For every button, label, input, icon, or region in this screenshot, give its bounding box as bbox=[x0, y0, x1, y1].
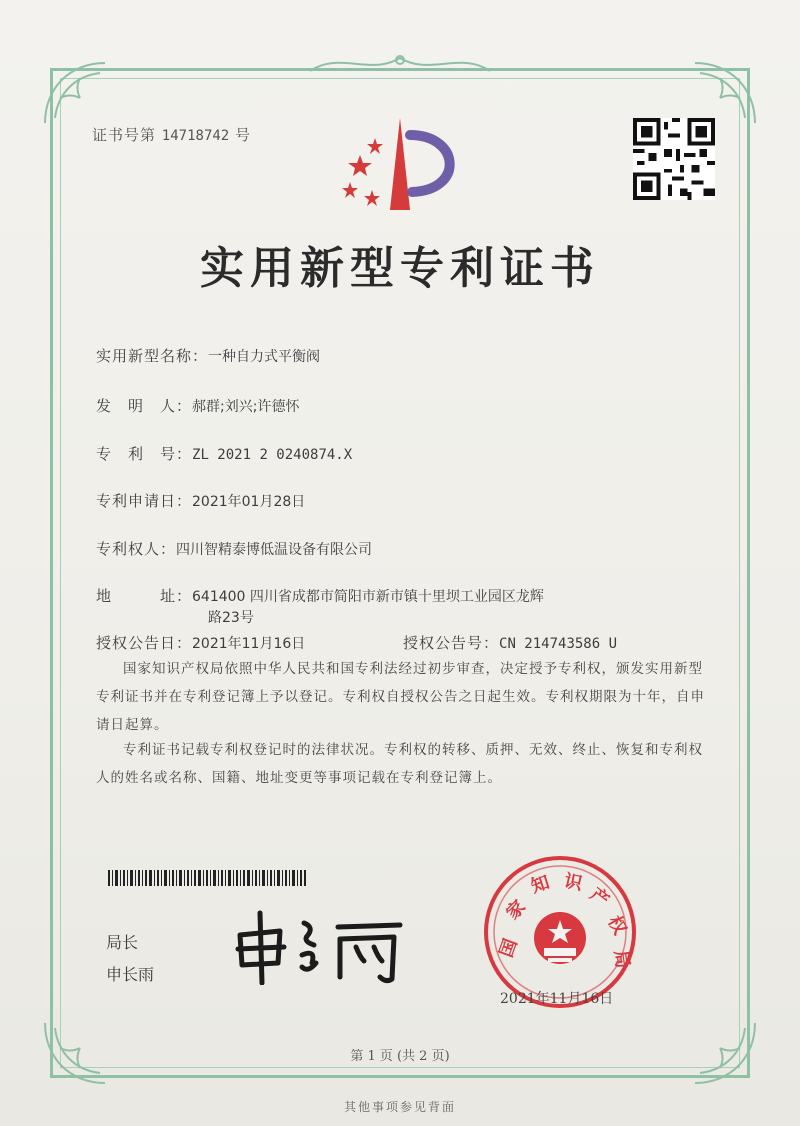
field-label: 授权公告日： bbox=[96, 634, 193, 652]
svg-text:国: 国 bbox=[495, 936, 522, 961]
seal-date: 2021年11月16日 bbox=[500, 991, 614, 1007]
field-address-line2 bbox=[208, 607, 254, 627]
certificate-number-value: 14718742 bbox=[161, 128, 230, 144]
field-patentee bbox=[96, 538, 372, 559]
field-grant-number bbox=[403, 632, 617, 653]
svg-text:家: 家 bbox=[502, 896, 530, 924]
field-filing-date bbox=[96, 490, 305, 511]
field-value: 郝群;刘兴;许德怀 bbox=[192, 399, 300, 415]
field-value: 一种自力式平衡阀 bbox=[208, 349, 321, 365]
field-value: 641400 四川省成都市简阳市新市镇十里坝工业园区龙辉 bbox=[192, 589, 544, 605]
field-label: 发 明 人： bbox=[96, 397, 193, 415]
certificate-title: 实用新型专利证书 bbox=[200, 243, 600, 294]
field-grant-date bbox=[96, 632, 305, 653]
cnipa-logo-icon bbox=[330, 110, 470, 220]
field-value: 路23号 bbox=[208, 610, 254, 626]
top-center-ornament bbox=[300, 46, 500, 80]
field-label: 专利权人： bbox=[96, 540, 177, 558]
field-utility-model-name bbox=[96, 345, 320, 366]
statement-paragraph-2: 专利证书记载专利权登记时的法律状况。专利权的转移、质押、无效、终止、恢复和专利权人的姓名或名称、国籍、地址变更等事项记载在专利登记簿上。 bbox=[96, 742, 703, 786]
field-patent-number bbox=[96, 443, 352, 464]
certificate-number bbox=[92, 124, 251, 145]
field-value: ZL 2021 2 0240874.X bbox=[192, 447, 353, 463]
barcode-icon bbox=[108, 870, 308, 886]
svg-text:权: 权 bbox=[603, 912, 631, 939]
svg-text:识: 识 bbox=[562, 870, 585, 895]
svg-text:产: 产 bbox=[585, 883, 613, 912]
field-value: CN 214743586 U bbox=[499, 636, 618, 652]
svg-text:局: 局 bbox=[609, 948, 634, 970]
field-value: 2021年11月16日 bbox=[192, 636, 306, 652]
signatory-name: 申长雨 bbox=[106, 965, 155, 984]
field-label: 授权公告号： bbox=[403, 634, 500, 652]
certificate-number-suffix: 号 bbox=[235, 126, 252, 144]
field-label: 专利申请日： bbox=[96, 492, 193, 510]
certificate-number-label: 证书号第 bbox=[92, 126, 157, 144]
handwritten-signature bbox=[232, 905, 412, 985]
corner-ornament-top-left bbox=[40, 58, 110, 128]
field-address bbox=[96, 585, 544, 606]
footer-note: 其他事项参见背面 bbox=[343, 1100, 456, 1114]
field-inventor bbox=[96, 395, 299, 416]
signatory-title: 局长 bbox=[106, 933, 139, 952]
field-value: 四川智精泰博低温设备有限公司 bbox=[176, 542, 373, 558]
field-label: 实用新型名称： bbox=[96, 347, 209, 365]
svg-text:知: 知 bbox=[528, 872, 553, 898]
field-value: 2021年01月28日 bbox=[192, 494, 306, 510]
field-label: 地 址： bbox=[96, 587, 193, 605]
page-indicator: 第 1 页 (共 2 页) bbox=[350, 1049, 450, 1064]
statement-paragraph-1: 国家知识产权局依照中华人民共和国专利法经过初步审查，决定授予专利权，颁发实用新型专利证书并在专利登记簿上予以登记。专利权自授权公告之日起生效。专利权期限为十年，自申请日起算。 bbox=[96, 661, 705, 733]
qr-code-icon bbox=[633, 118, 715, 200]
field-label: 专 利 号： bbox=[96, 445, 193, 463]
